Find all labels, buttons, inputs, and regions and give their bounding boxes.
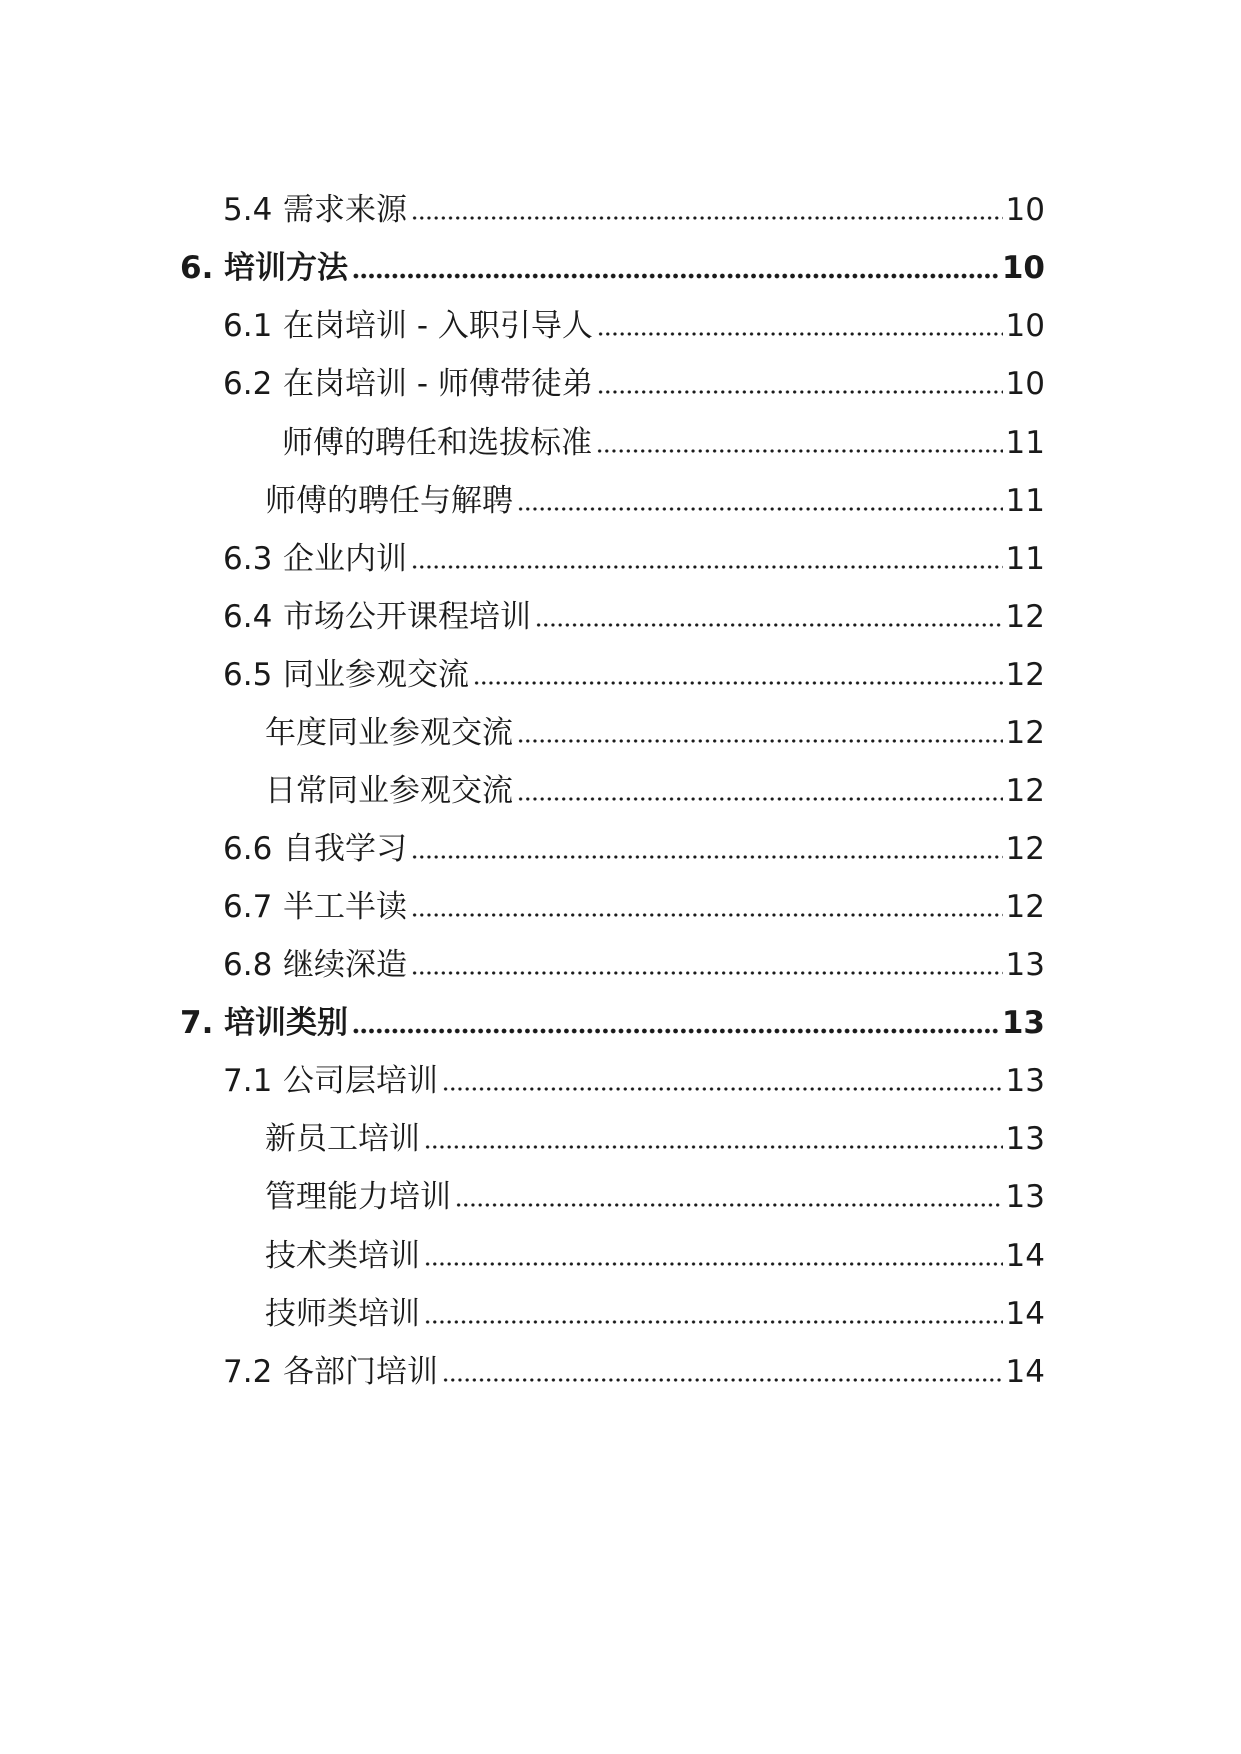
toc-entry-number: 5.4 — [223, 191, 273, 228]
toc-entry[interactable] — [223, 1059, 1045, 1103]
toc-entry-number: 7. — [180, 1004, 214, 1041]
dot-leader — [442, 1375, 1003, 1385]
toc-entry-number: 6.3 — [223, 540, 273, 577]
dot-leader — [596, 446, 1003, 456]
toc-entry-title: 管理能力培训 — [265, 1178, 451, 1215]
toc-entry-title: 自我学习 — [283, 830, 407, 867]
toc-entry-title: 新员工培训 — [265, 1120, 420, 1157]
toc-entry-title: 继续深造 — [283, 946, 407, 983]
dot-leader — [352, 271, 999, 281]
toc-entry-number: 6. — [180, 249, 214, 286]
toc-entry[interactable] — [223, 595, 1045, 639]
toc-entry-title: 在岗培训 - 师傅带徒弟 — [283, 365, 593, 402]
toc-entry[interactable] — [265, 769, 1045, 813]
toc-entry-page: 14 — [1005, 1237, 1045, 1274]
toc-entry-title: 培训方法 — [224, 249, 348, 286]
toc-entry-page: 12 — [1005, 598, 1045, 635]
toc-entry-number: 6.5 — [223, 656, 273, 693]
toc-entry[interactable] — [223, 1350, 1045, 1394]
dot-leader — [424, 1142, 1003, 1152]
toc-entry[interactable] — [223, 188, 1045, 232]
toc-entry[interactable] — [265, 1117, 1045, 1161]
dot-leader — [411, 562, 1003, 572]
toc-entry-title: 需求来源 — [283, 191, 407, 228]
dot-leader — [517, 504, 1003, 514]
toc-entry[interactable] — [223, 885, 1045, 929]
toc-entry-page: 10 — [1005, 191, 1045, 228]
toc-entry-number: 7.1 — [223, 1062, 273, 1099]
toc-entry-page: 14 — [1005, 1353, 1045, 1390]
toc-entry-number: 6.6 — [223, 830, 273, 867]
toc-entry-title: 同业参观交流 — [283, 656, 469, 693]
toc-entry-title: 在岗培训 - 入职引导人 — [283, 307, 593, 344]
toc-entry[interactable] — [265, 711, 1045, 755]
toc-entry-title: 市场公开课程培训 — [283, 598, 531, 635]
toc-entry[interactable] — [265, 1234, 1045, 1278]
toc-entry-page: 12 — [1005, 714, 1045, 751]
dot-leader — [597, 329, 1003, 339]
toc-entry[interactable] — [282, 421, 1045, 465]
toc-entry-title: 企业内训 — [283, 540, 407, 577]
toc-entry[interactable] — [223, 943, 1045, 987]
dot-leader — [455, 1200, 1003, 1210]
dot-leader — [411, 910, 1003, 920]
toc-entry-page: 12 — [1005, 830, 1045, 867]
toc-entry-page: 10 — [1001, 249, 1045, 286]
toc-entry[interactable] — [223, 304, 1045, 348]
toc-entry-number: 6.4 — [223, 598, 273, 635]
toc-entry-number: 6.2 — [223, 365, 273, 402]
toc-entry-page: 13 — [1005, 1062, 1045, 1099]
toc-entry-number: 6.8 — [223, 946, 273, 983]
toc-entry-page: 13 — [1005, 1120, 1045, 1157]
dot-leader — [517, 736, 1003, 746]
dot-leader — [424, 1259, 1003, 1269]
toc-entry-title: 师傅的聘任与解聘 — [265, 482, 513, 519]
toc-entry-page: 12 — [1005, 888, 1045, 925]
dot-leader — [535, 620, 1003, 630]
dot-leader — [352, 1026, 999, 1036]
toc-entry[interactable] — [265, 1292, 1045, 1336]
toc-entry-title: 师傅的聘任和选拔标准 — [282, 424, 592, 461]
toc-entry-title: 日常同业参观交流 — [265, 772, 513, 809]
toc-entry[interactable] — [223, 362, 1045, 406]
toc-entry-page: 14 — [1005, 1295, 1045, 1332]
toc-entry[interactable] — [180, 246, 1045, 290]
toc-entry-page: 13 — [1005, 1178, 1045, 1215]
toc-entry-title: 半工半读 — [283, 888, 407, 925]
toc-entry[interactable] — [223, 653, 1045, 697]
toc-entry-page: 11 — [1005, 482, 1045, 519]
toc-entry-title: 年度同业参观交流 — [265, 714, 513, 751]
toc-entry-number: 6.7 — [223, 888, 273, 925]
toc-entry-number: 6.1 — [223, 307, 273, 344]
dot-leader — [411, 852, 1003, 862]
toc-entry-page: 13 — [1001, 1004, 1045, 1041]
dot-leader — [411, 968, 1003, 978]
dot-leader — [411, 213, 1003, 223]
toc-entry-page: 11 — [1005, 424, 1045, 461]
dot-leader — [424, 1317, 1003, 1327]
toc-entry-number: 7.2 — [223, 1353, 273, 1390]
toc-entry-title: 各部门培训 — [283, 1353, 438, 1390]
dot-leader — [473, 678, 1003, 688]
toc-entry[interactable] — [223, 537, 1045, 581]
toc-entry-page: 10 — [1005, 365, 1045, 402]
toc-entry-page: 11 — [1005, 540, 1045, 577]
toc-entry-page: 12 — [1005, 656, 1045, 693]
dot-leader — [517, 794, 1003, 804]
toc-entry[interactable] — [265, 479, 1045, 523]
toc-entry[interactable] — [265, 1175, 1045, 1219]
toc-entry-title: 公司层培训 — [283, 1062, 438, 1099]
toc-entry-title: 技术类培训 — [265, 1237, 420, 1274]
toc-entry-page: 13 — [1005, 946, 1045, 983]
toc-entry-title: 培训类别 — [224, 1004, 348, 1041]
toc-entry-title: 技师类培训 — [265, 1295, 420, 1332]
toc-entry-page: 10 — [1005, 307, 1045, 344]
toc-entry-page: 12 — [1005, 772, 1045, 809]
toc-entry[interactable] — [223, 827, 1045, 871]
toc-entry[interactable] — [180, 1001, 1045, 1045]
dot-leader — [442, 1084, 1003, 1094]
dot-leader — [597, 387, 1003, 397]
